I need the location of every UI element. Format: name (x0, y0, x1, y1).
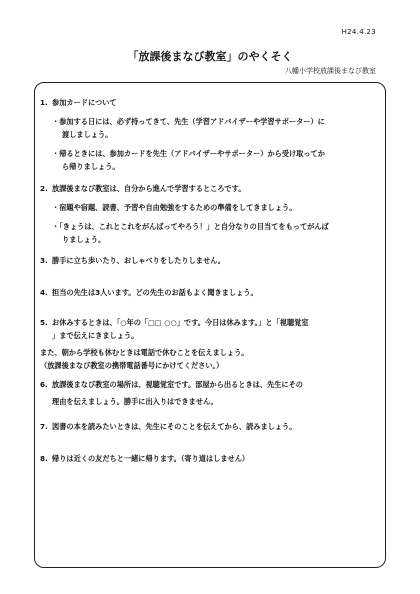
rule-item-7 (40, 420, 380, 433)
rule-item-5 (40, 316, 380, 372)
rule-number: 6. (40, 380, 48, 389)
rule-line: ・宿題や宿題、読書、予習や自由勉強をするための準備をしてきましょう。 (52, 203, 297, 212)
rule-line: また、朝から学校も休むときは電話で休むことを伝えましょう。 (40, 348, 249, 357)
rule-text: 勝手に立ち歩いたり、おしゃべりをしたりしません。 (52, 256, 225, 265)
rule-number: 3. (40, 256, 48, 265)
rule-number: 1. (40, 98, 48, 107)
school-name: 八幡小学校放課後まなび教室 (285, 67, 376, 75)
rule-line: （放課後まなび教室の携帯電話番号にかけてください。） (40, 361, 224, 370)
rule-line: 理由を伝えましょう。勝手に出入りはできません。 (52, 397, 218, 406)
rule-number: 7. (40, 422, 48, 431)
rule-item-6 (40, 378, 380, 408)
rule-line: ・帰るときには、参加カードを先生（アドバイザーやサポーター）から受け取ってか (52, 149, 325, 158)
date-label: H24.4.23 (341, 28, 376, 36)
rule-heading: 参加カードについて (52, 98, 117, 107)
rule-number: 8. (40, 454, 48, 463)
rule-line: 」まで伝えにきましょう。 (52, 331, 139, 340)
rule-text: お休みするときは、「○年の「□□ ○○」です。今日は休みます。」と「視聴覚室 (52, 318, 309, 327)
rule-text: 図書の本を読みたいときは、先生にそのことを伝えてから、読みましょう。 (52, 422, 297, 431)
page-title: 「放課後まなび教室」のやくそく (127, 50, 293, 63)
rule-number: 2. (40, 184, 48, 193)
rule-number: 5. (40, 318, 48, 327)
rule-number: 4. (40, 288, 48, 297)
rule-text: 放課後まなび教室の場所は、視聴覚室です。部屋から出るときは、先生にその (52, 380, 303, 389)
rule-item-8 (40, 452, 380, 465)
rule-text: 担当の先生は3人います。どの先生のお話もよく聞きましょう。 (52, 288, 258, 297)
rule-line: 渡しましょう。 (62, 130, 113, 139)
rule-line: ・参加する日には、必ず持ってきて、先生（学習アドバイザーや学習サポーター）に (52, 117, 325, 126)
rule-line: ら帰りましょう。 (62, 162, 120, 171)
rule-line: ・「きょうは、これとこれをがんばってやろう！」と自分なりの目当てをもってがんば (52, 222, 329, 231)
rule-text: 帰りは近くの友だちと一緒に帰ります。（寄り道はしません） (52, 454, 250, 463)
rule-item-4 (40, 286, 380, 299)
rule-item-1 (40, 96, 380, 173)
rule-line: りましょう。 (62, 235, 106, 244)
rule-heading: 放課後まなび教室は、自分から進んで学習するところです。 (52, 184, 246, 193)
rule-item-2 (40, 182, 380, 246)
rule-item-3 (40, 254, 380, 267)
